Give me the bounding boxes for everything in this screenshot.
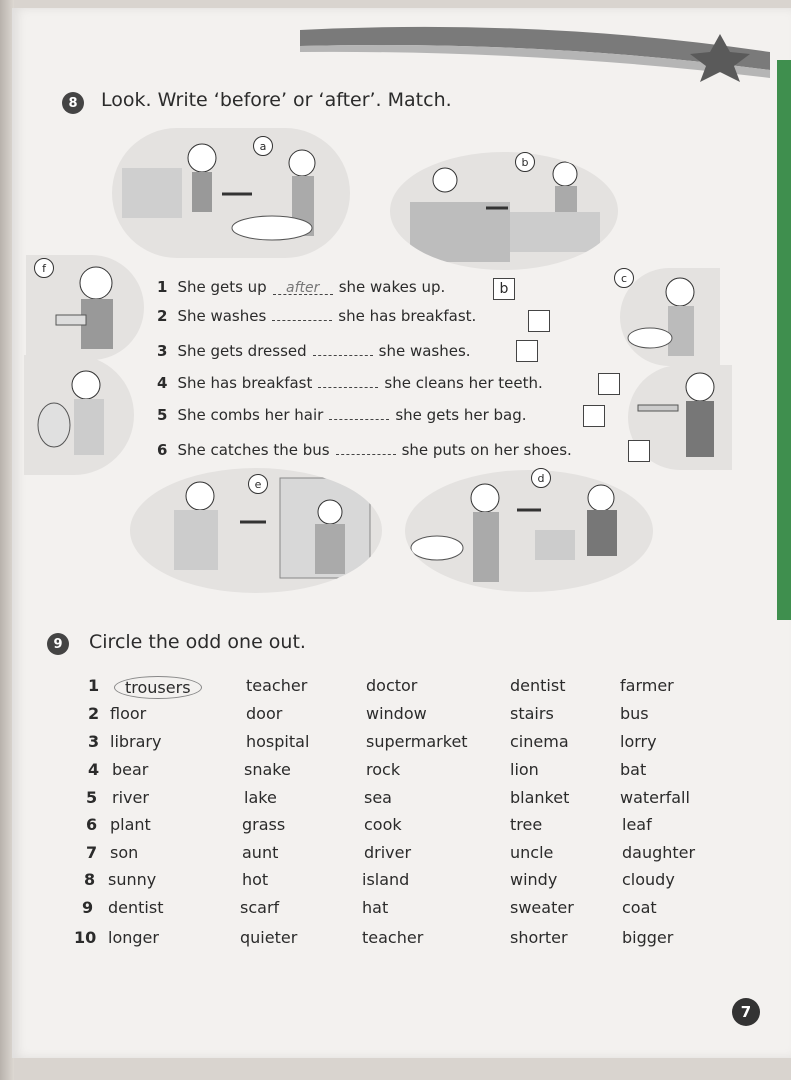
- sentence-first-clause: She combs her hair: [177, 406, 324, 424]
- word-row: [0, 815, 791, 843]
- row-number: 9: [82, 898, 94, 917]
- word-option[interactable]: hospital: [246, 732, 310, 751]
- word-option[interactable]: bat: [620, 760, 647, 779]
- page-number: 7: [732, 998, 760, 1026]
- match-box-3[interactable]: [516, 340, 538, 362]
- label-d: d: [531, 468, 551, 488]
- answer-blank-1[interactable]: after: [273, 280, 333, 295]
- word-option[interactable]: grass: [242, 815, 286, 834]
- word-option[interactable]: hot: [242, 870, 269, 889]
- sentence-number: 5: [157, 406, 168, 424]
- word-option[interactable]: door: [246, 704, 283, 723]
- word-option[interactable]: river: [112, 788, 149, 807]
- sentence-second-clause: she gets her bag.: [395, 406, 527, 424]
- word-option[interactable]: quieter: [240, 928, 298, 947]
- word-option[interactable]: daughter: [622, 843, 696, 862]
- match-box-4[interactable]: [598, 373, 620, 395]
- word-option[interactable]: bigger: [622, 928, 674, 947]
- word-option[interactable]: doctor: [366, 676, 418, 695]
- word-option[interactable]: supermarket: [366, 732, 468, 751]
- word-option[interactable]: lion: [510, 760, 539, 779]
- sentence-second-clause: she puts on her shoes.: [401, 441, 572, 459]
- word-option[interactable]: son: [110, 843, 139, 862]
- word-option[interactable]: leaf: [622, 815, 652, 834]
- word-option[interactable]: floor: [110, 704, 147, 723]
- row-number: 3: [88, 732, 100, 751]
- exercise-8-title: Look. Write ‘before’ or ‘after’. Match.: [101, 89, 452, 111]
- sentence-4: [157, 373, 543, 392]
- exercise-9-badge: 9: [47, 633, 69, 655]
- word-option[interactable]: longer: [108, 928, 159, 947]
- label-b: b: [515, 152, 535, 172]
- word-option[interactable]: window: [366, 704, 427, 723]
- word-row: [0, 928, 791, 956]
- sentence-first-clause: She gets up: [177, 278, 267, 296]
- answer-blank-6[interactable]: [336, 440, 396, 455]
- picture-a: [112, 128, 350, 258]
- sentence-2: [157, 306, 476, 325]
- word-option[interactable]: coat: [622, 898, 657, 917]
- match-box-1[interactable]: b: [493, 278, 515, 300]
- word-option[interactable]: plant: [110, 815, 151, 834]
- row-number: 8: [84, 870, 96, 889]
- word-option[interactable]: cloudy: [622, 870, 675, 889]
- word-row: [0, 760, 791, 788]
- word-option[interactable]: waterfall: [620, 788, 690, 807]
- sentence-number: 6: [157, 441, 168, 459]
- word-option[interactable]: cook: [364, 815, 402, 834]
- star-banner-decoration: [300, 22, 770, 82]
- word-option[interactable]: teacher: [362, 928, 424, 947]
- match-box-6[interactable]: [628, 440, 650, 462]
- label-c: c: [614, 268, 634, 288]
- sentence-number: 4: [157, 374, 168, 392]
- word-option[interactable]: lake: [244, 788, 277, 807]
- page-edge-bar: [777, 60, 791, 620]
- sentence-number: 1: [157, 278, 168, 296]
- label-f: f: [34, 258, 54, 278]
- word-row: [0, 870, 791, 898]
- sentence-1: [157, 278, 445, 296]
- word-row: [0, 704, 791, 732]
- sentence-3: [157, 341, 471, 360]
- word-option[interactable]: teacher: [246, 676, 308, 695]
- sentence-second-clause: she cleans her teeth.: [384, 374, 543, 392]
- sentence-number: 3: [157, 342, 168, 360]
- answer-blank-3[interactable]: [313, 341, 373, 356]
- word-option[interactable]: dentist: [510, 676, 566, 695]
- word-option[interactable]: snake: [244, 760, 291, 779]
- word-option[interactable]: lorry: [620, 732, 657, 751]
- word-option[interactable]: blanket: [510, 788, 570, 807]
- sentence-6: [157, 440, 572, 459]
- word-option[interactable]: library: [110, 732, 162, 751]
- match-box-2[interactable]: [528, 310, 550, 332]
- picture-d: [405, 470, 653, 592]
- word-option[interactable]: aunt: [242, 843, 279, 862]
- sentence-second-clause: she has breakfast.: [338, 307, 477, 325]
- word-option[interactable]: bear: [112, 760, 149, 779]
- exercise-8-badge: 8: [62, 92, 84, 114]
- row-number: 6: [86, 815, 98, 834]
- word-row: [0, 788, 791, 816]
- word-option[interactable]: rock: [366, 760, 401, 779]
- answer-blank-5[interactable]: [329, 405, 389, 420]
- answer-blank-4[interactable]: [318, 373, 378, 388]
- word-row: [0, 898, 791, 926]
- word-option[interactable]: bus: [620, 704, 649, 723]
- row-number: 4: [88, 760, 100, 779]
- sentence-first-clause: She catches the bus: [177, 441, 330, 459]
- word-option[interactable]: shorter: [510, 928, 568, 947]
- word-row: [0, 676, 791, 704]
- row-number: 5: [86, 788, 98, 807]
- sentence-first-clause: She washes: [177, 307, 267, 325]
- sentence-number: 2: [157, 307, 168, 325]
- word-option[interactable]: dentist: [108, 898, 164, 917]
- word-option[interactable]: stairs: [510, 704, 554, 723]
- answer-blank-2[interactable]: [272, 306, 332, 321]
- sentence-first-clause: She gets dressed: [177, 342, 307, 360]
- word-option[interactable]: driver: [364, 843, 412, 862]
- sentence-second-clause: she washes.: [378, 342, 471, 360]
- row-number: 2: [88, 704, 100, 723]
- word-option[interactable]: sweater: [510, 898, 574, 917]
- row-number: 7: [86, 843, 98, 862]
- word-option[interactable]: hat: [362, 898, 389, 917]
- picture-b: [390, 152, 618, 270]
- word-option[interactable]: uncle: [510, 843, 554, 862]
- word-option[interactable]: farmer: [620, 676, 674, 695]
- word-option[interactable]: cinema: [510, 732, 569, 751]
- row-number: 1: [88, 676, 100, 695]
- label-e: e: [248, 474, 268, 494]
- picture-c: [620, 268, 720, 366]
- exercise-9-title: Circle the odd one out.: [89, 631, 306, 653]
- label-a: a: [253, 136, 273, 156]
- word-option[interactable]: island: [362, 870, 410, 889]
- word-option[interactable]: sea: [364, 788, 392, 807]
- row-number: 10: [74, 928, 97, 947]
- word-option[interactable]: scarf: [240, 898, 280, 917]
- word-option[interactable]: tree: [510, 815, 543, 834]
- word-option-circled[interactable]: trousers: [114, 676, 202, 699]
- word-row: [0, 732, 791, 760]
- word-row: [0, 843, 791, 871]
- word-option[interactable]: windy: [510, 870, 558, 889]
- match-box-5[interactable]: [583, 405, 605, 427]
- word-option[interactable]: sunny: [108, 870, 157, 889]
- sentence-5: [157, 405, 527, 424]
- sentence-first-clause: She has breakfast: [177, 374, 313, 392]
- sentence-second-clause: she wakes up.: [338, 278, 446, 296]
